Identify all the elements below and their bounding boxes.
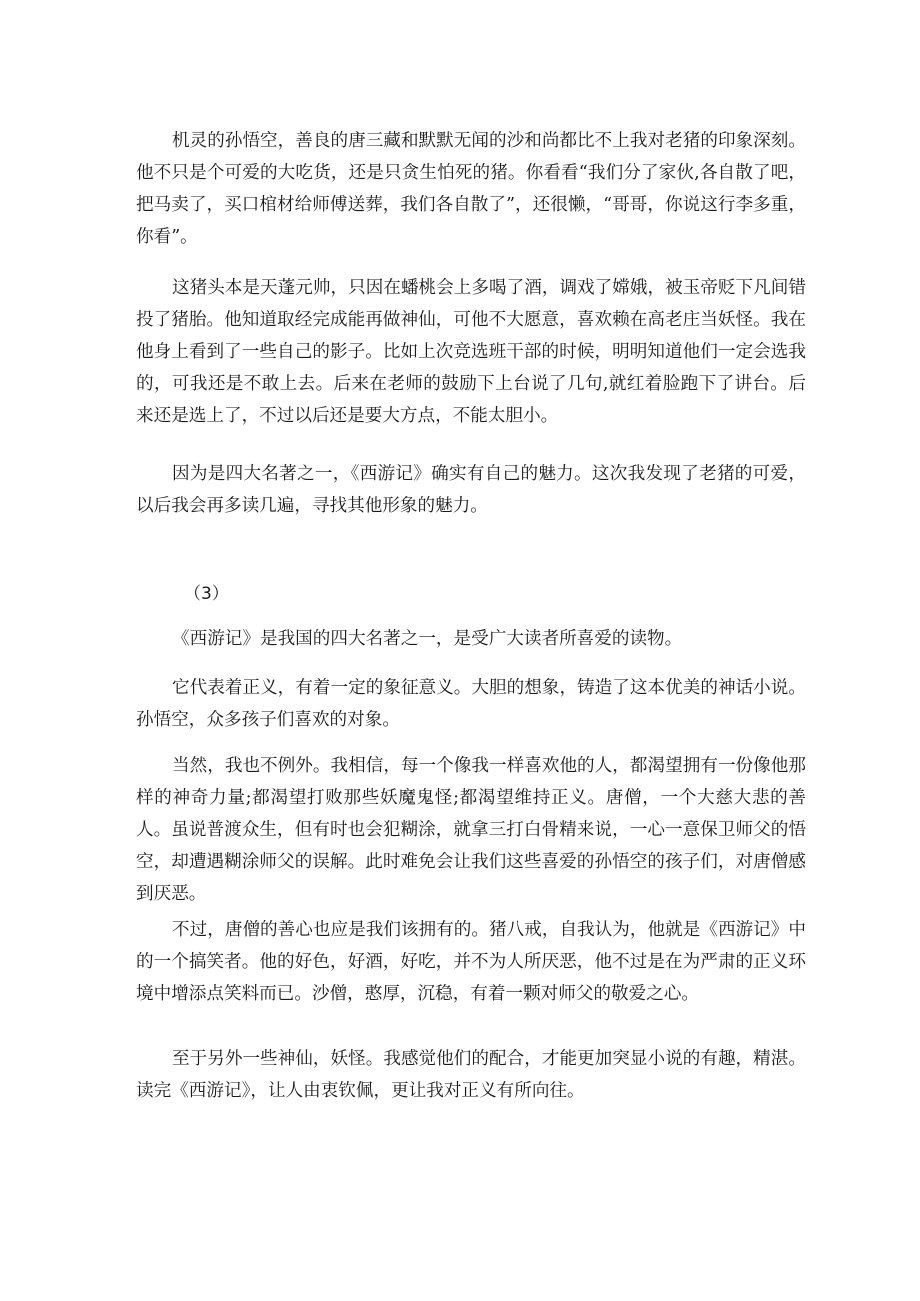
essay3-paragraph-1: 《西游记》是我国的四大名著之一，是受广大读者所喜爱的读物。 [172,629,683,649]
essay2-paragraph-3: 因为是四大名著之一，《西游记》确实有自己的魅力。这次我发现了老猪的可爱，以后我会再多读几遍，寻找其他形象的魅力。 [136,464,806,516]
essay3-paragraph-5: 至于另外一些神仙，妖怪。我感觉他们的配合，才能更加突显小说的有趣，精湛。读完《西游记》，让人由衷钦佩，更让我对正义有所向往。 [136,1049,806,1101]
essay3-paragraph-3: 当然，我也不例外。我相信，每一个像我一样喜欢他的人，都渴望拥有一份像他那样的神奇力量;都渴望打败那些妖魔鬼怪;都渴望维持正义。唐僧，一个大慈大悲的善人。虽说普渡众生，但有时也会犯糊涂，就拿三打白骨精来说，一心一意保卫师父的悟空，却遭遇糊涂师父的误解。此时难免会让我们这些喜爱的孙悟空的孩子们，对唐僧感到厌恶。 [136,756,806,904]
essay2-paragraph-1: 机灵的孙悟空，善良的唐三藏和默默无闻的沙和尚都比不上我对老猪的印象深刻。他不只是个可爱的大吃货，还是只贪生怕死的猪。你看看“我们分了家伙,各自散了吧，把马卖了，买口棺材给师傅送葬，我们各自散了”，还很懒，“哥哥，你说这行李多重，你看”。 [136,131,806,247]
essay2-paragraph-2: 这猪头本是天蓬元帅，只因在蟠桃会上多喝了酒，调戏了嫦娥，被玉帝贬下凡间错投了猪胎。他知道取经完成能再做神仙，可他不大愿意，喜欢赖在高老庄当妖怪。我在他身上看到了一些自己的影子。比如上次竞选班干部的时候，明明知道他们一定会选我的，可我还是不敢上去。后来在老师的鼓励下上台说了几句,就红着脸跑下了讲台。后来还是选上了，不过以后还是要大方点，不能太胆小。 [136,278,806,426]
essay3-paragraph-2: 它代表着正义，有着一定的象征意义。大胆的想象，铸造了这本优美的神话小说。孙悟空，众多孩子们喜欢的对象。 [136,678,806,730]
essay3-paragraph-4: 不过，唐僧的善心也应是我们该拥有的。猪八戒，自我认为，他就是《西游记》中的一个搞笑者。他的好色，好酒，好吃，并不为人所厌恶，他不过是在为严肃的正义环境中增添点笑料而已。沙僧，憨厚，沉稳，有着一颗对师父的敬爱之心。 [136,920,806,1004]
essay3-heading: （3） [184,584,229,604]
